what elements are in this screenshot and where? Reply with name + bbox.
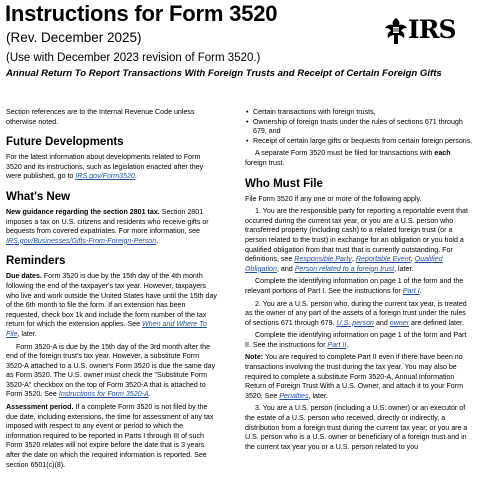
- future-developments-text: For the latest information about developments related to Form 3520 and its instructions, such as legislation enacted after they were published, go to IRS.gov/Form3520.: [6, 153, 204, 181]
- reminders-heading: Reminders: [6, 255, 66, 268]
- owner-link[interactable]: owner: [389, 318, 410, 327]
- item-2-paragraph: 2. You are a U.S. person who, during the current tax year, is treated as the owner of any part of the assets of a foreign trust under the rules of sections 671 through 679. U.S. person and owner are defined later.: [245, 299, 467, 327]
- list-item: • Ownership of foreign trusts under the rules of sections 671 through 679, and: [245, 118, 473, 137]
- person-related-link[interactable]: Person related to a foreign trust: [294, 264, 395, 273]
- reportable-event-link[interactable]: Reportable Event: [355, 255, 411, 264]
- list-item: • Receipt of certain large gifts or bequests from certain foreign persons.: [245, 137, 473, 147]
- right-column: [245, 108, 473, 455]
- irs-form3520-link[interactable]: IRS.gov/Form3520: [75, 172, 135, 181]
- item-3-paragraph: 3. You are a U.S. person (including a U.S. owner) or an executor of the estate of a U.S. person who received, directly or indirectly, a distribution from a foreign trust during the current tax year; or you are a U.S. person who is a U.S. owner or beneficiary of a foreign trust and in the current tax year you or a U.S. person related to you: [245, 404, 468, 451]
- instructions-3520a-link[interactable]: Instructions for Form 3520-A: [58, 390, 149, 399]
- item-2-complete-paragraph: Complete the identifying information on page 1 of the form and Part II. See the instructions for Part II.: [245, 331, 467, 349]
- responsible-party-link[interactable]: Responsible Party: [294, 255, 352, 264]
- qualified-obligation-link[interactable]: Qualified Obligation: [245, 255, 443, 273]
- penalties-link[interactable]: Penalties: [279, 391, 309, 400]
- form-subtitle: Annual Return To Report Transactions With Foreign Trusts and Receipt of Certain Foreign Gifts: [6, 68, 442, 79]
- new-guidance-paragraph: New guidance regarding the section 2801 tax. Section 2801 imposes a tax on U.S. citizens and residents who receive gifts or bequests from covered expatriates. For more information, see IRS.gov/Businesses/Gifts-From-Foreign-Person.: [6, 207, 209, 245]
- assessment-period-paragraph: Assessment period. If a complete Form 3520 is not filed by the due date, including extensions, the time for assessment of any tax imposed with respect to any event or period to which the information required to be reported in Parts I through III of such Form 3520 relates will not expire before the date that is 3 years after the date on which the required information is reported. See section 6501(c)(8).: [6, 403, 214, 469]
- item-1-paragraph: 1. You are the responsible party for reporting a reportable event that occurred during the current tax year, or you are a U.S. person who transferred property (including cash) to a related foreign trust (or a person related to the trust) in exchange for an obligation or you hold a qualified obligation from that trust that is currently outstanding. For definitions, see Responsible Party, Reportable Event, Qualified Obligation, and Person related to a foreign trust, later.: [245, 207, 468, 273]
- when-where-to-file-link[interactable]: When and Where To File: [6, 320, 207, 338]
- item-1-complete-paragraph: Complete the identifying information on page 1 of the form and the relevant portions of Part I. See the instructions for Part I.: [245, 277, 464, 295]
- use-with-note: (Use with December 2023 revision of Form 3520.): [6, 52, 261, 64]
- whats-new-heading: What's New: [6, 190, 71, 203]
- part-ii-link[interactable]: Part II: [327, 340, 347, 349]
- eagle-icon: [384, 17, 408, 45]
- list-item: • Certain transactions with foreign trusts,: [245, 108, 473, 118]
- bullet-list: [245, 108, 473, 146]
- revision-date: (Rev. December 2025): [6, 30, 142, 45]
- intro-text: Section references are to the Internal Revenue Code unless otherwise noted.: [6, 108, 195, 126]
- who-must-file-heading: Who Must File: [245, 177, 323, 190]
- page-title: Instructions for Form 3520: [5, 1, 278, 26]
- irs-logo-text: IRS: [408, 15, 456, 44]
- form-3520a-paragraph: Form 3520-A is due by the 15th day of the 3rd month after the end of the foreign trust's tax year. However, a substitute Form 3520-A attached to a U.S. owner's Form 3520 is due the same day as Form 3520. The U.S. owner must check the "Substitute Form 3520-A" checkbox on the top of Form 3520-A that is attached to Form 3520. See Instructions for Form 3520-A.: [6, 342, 216, 399]
- who-must-file-intro: File Form 3520 if any one or more of the following apply.: [245, 194, 422, 203]
- left-column: [6, 108, 218, 473]
- separate-form-paragraph: A separate Form 3520 must be filed for transactions with each foreign trust.: [245, 149, 451, 167]
- due-dates-paragraph: Due dates. Form 3520 is due by the 15th day of the 4th month following the end of the taxpayer's tax year. However, taxpayers who live and work outside the United States have until the 15th day of the 6th month to file the form. If an extension has been requested, check box 1k and include the form number of the tax return for which the extension applies. See When and Where To File, later.: [6, 272, 217, 338]
- gifts-from-foreign-person-link[interactable]: IRS.gov/Businesses/Gifts-From-Foreign-Person: [6, 236, 157, 245]
- future-developments-heading: Future Developments: [6, 136, 124, 149]
- part-i-link[interactable]: Part I: [402, 286, 420, 295]
- us-person-link[interactable]: U.S. person: [336, 318, 374, 327]
- note-paragraph: Note: You are required to complete Part II even if there have been no transactions involving the trust during the tax year. You may also be required to complete a substitute Form 3520-A, Annual Information Return of Foreign Trust With a U.S. Owner, and attach it to your Form 3520. See Penalties, later.: [245, 353, 464, 400]
- irs-logo: [384, 15, 466, 47]
